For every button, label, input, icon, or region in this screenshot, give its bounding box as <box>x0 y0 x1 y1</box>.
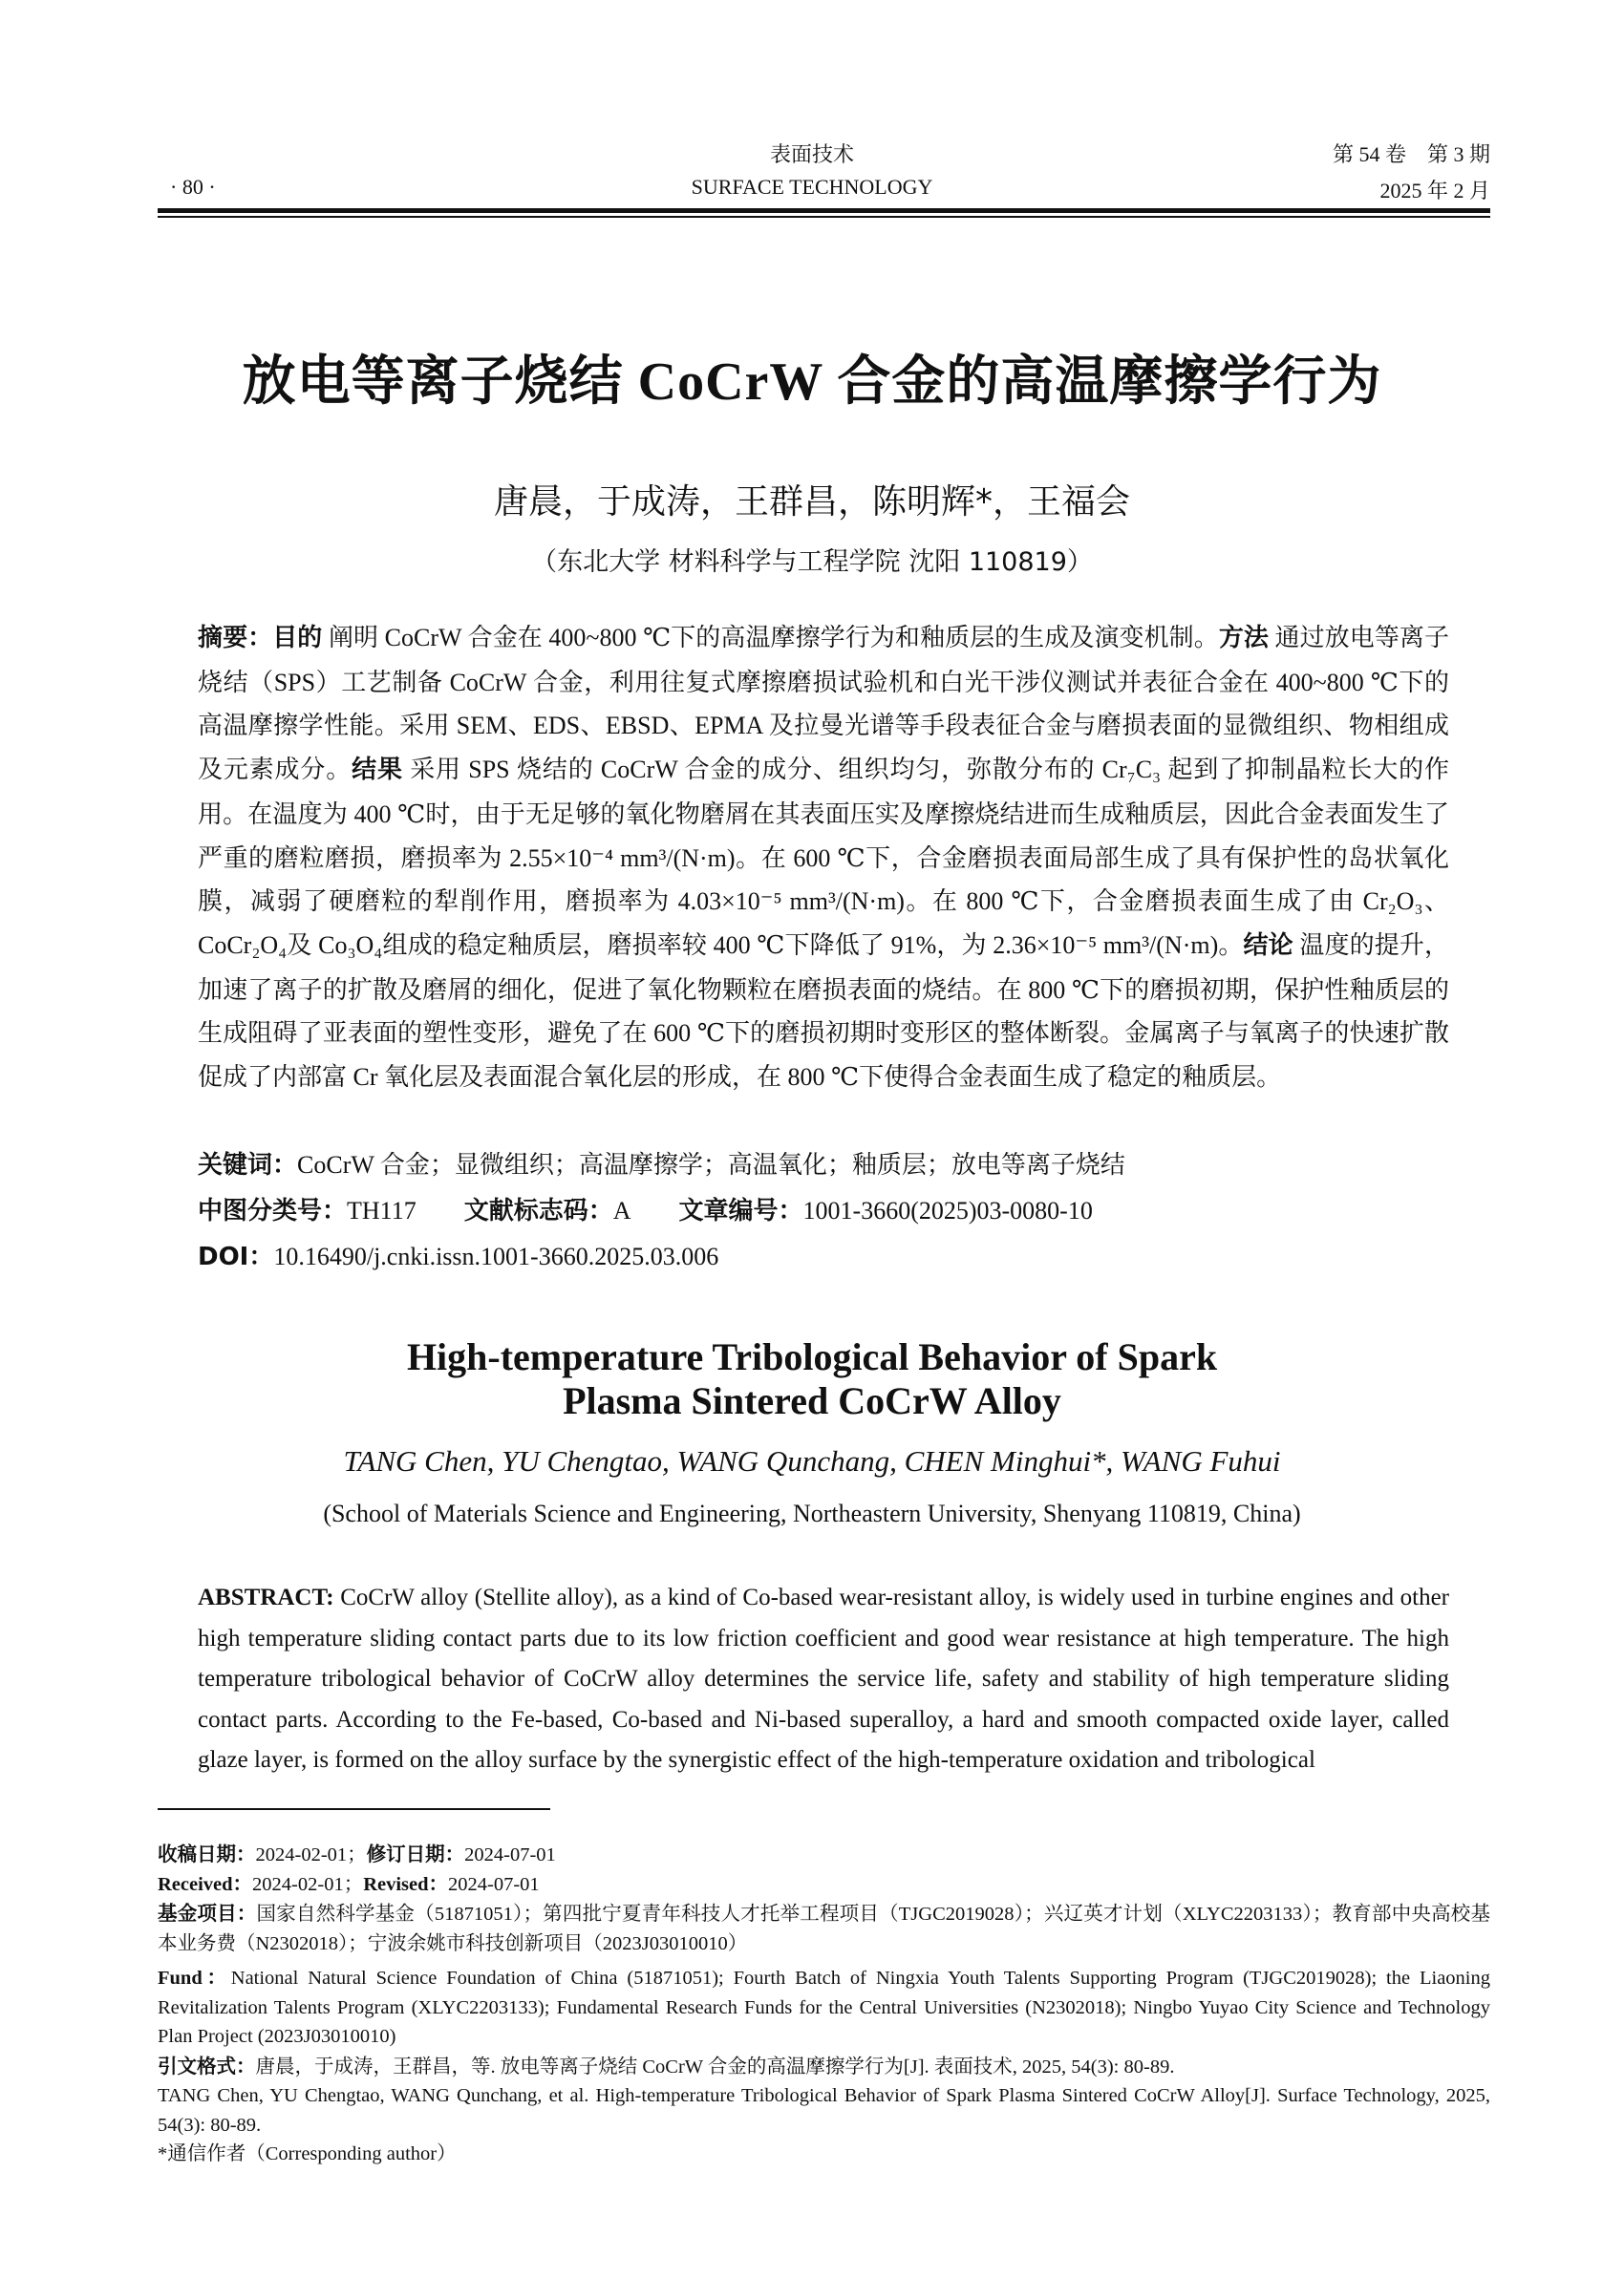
authors-cn: 唐晨，于成涛，王群昌，陈明辉*，王福会 <box>493 482 1130 522</box>
fund-en-text: National Natural Science Foundation of China (51871051); Fourth Batch of Ningxia Youth Talents Supporting Program (TJGC2019028); the Liaoning Revitalization Talents Program (XLYC2203133); Fundamental Research Funds for the Central Universities (N2302018); Ningbo Yuyao City Science and Technology Plan Project (2023J03010010) <box>158 1968 1490 2047</box>
revised-cn: 2024-07-01 <box>464 1844 556 1865</box>
citation-cn-text: 唐晨，于成涛，王群昌，等. 放电等离子烧结 CoCrW 合金的高温摩擦学行为[J]. 表面技术, 2025, 54(3): 80-89. <box>255 2056 1175 2078</box>
received-en-label: Received： <box>158 1873 253 1895</box>
fund-en <box>158 1964 1490 2052</box>
conclusion-label: 结论 <box>1243 930 1293 960</box>
abstract-label: 摘要： <box>198 624 273 652</box>
received-en: 2024-02-01； <box>252 1873 364 1895</box>
fund-cn-label: 基金项目： <box>158 1902 257 1925</box>
citation-cn <box>158 2052 1490 2082</box>
abstract-en-text: CoCrW alloy (Stellite alloy), as a kind of Co-based wear-resistant alloy, is widely used in turbine engines and other high temperature sliding contact parts due to its low friction coefficient and good wear resistance at high temperature. The high temperature tribological behavior of CoCrW alloy determines the service life, safety and stability of high temperature sliding contact parts. According to the Fe-based, Co-based and Ni-based superalloy, a hard and smooth compacted oxide layer, called glaze layer, is formed on the alloy surface by the synergistic effect of the high-temperature oxidation and tribological <box>198 1585 1449 1773</box>
dates-cn <box>158 1840 1490 1870</box>
page-number: · 80 · <box>170 175 216 199</box>
revised-en: 2024-07-01 <box>448 1873 540 1895</box>
abstract-en-label: ABSTRACT: <box>198 1585 334 1610</box>
title-en-line2: Plasma Sintered CoCrW Alloy <box>563 1379 1061 1422</box>
affiliation-cn: （东北大学 材料科学与工程学院 沈阳 110819） <box>531 547 1093 577</box>
page-title-cn: 放电等离子烧结 CoCrW 合金的高温摩擦学行为 <box>242 352 1382 412</box>
fund-en-label: Fund： <box>158 1968 231 1989</box>
clc-value: TH117 <box>347 1197 417 1225</box>
title-en-line1: High-temperature Tribological Behavior of Spark <box>406 1335 1218 1378</box>
doi-label: DOI： <box>198 1243 274 1271</box>
revised-en-label: Revised： <box>363 1873 449 1895</box>
objective-text: 阐明 CoCrW 合金在 400~800 ℃下的高温摩擦学行为和釉质层的生成及演变机制。 <box>322 624 1219 651</box>
article-no-label: 文章编号： <box>678 1197 803 1225</box>
journal-name-en: SURFACE TECHNOLOGY <box>691 175 933 199</box>
keywords-label: 关键词： <box>198 1151 298 1180</box>
footnote-rule <box>158 1808 550 1810</box>
abstract-en <box>198 1578 1449 1779</box>
clc-label: 中图分类号： <box>198 1197 348 1225</box>
affiliation-en: (School of Materials Science and Engineering, Northeastern University, Shenyang 110819, China) <box>323 1500 1301 1527</box>
fund-cn <box>158 1899 1490 1958</box>
methods-label: 方法 <box>1218 624 1269 652</box>
volume-issue: 第 54 卷 第 3 期 <box>1332 142 1490 166</box>
footnotes <box>158 1840 1490 2169</box>
revised-cn-label: 修订日期： <box>366 1843 465 1865</box>
dates-en <box>158 1870 1490 1900</box>
header-rule-thick <box>158 208 1490 213</box>
doc-code-value: A <box>612 1197 631 1225</box>
doc-code-label: 文献标志码： <box>463 1197 613 1225</box>
authors-en: TANG Chen, YU Chengtao, WANG Qunchang, CHEN Minghui*, WANG Fuhui <box>343 1444 1281 1478</box>
fund-cn-text: 国家自然科学基金（51871051）；第四批宁夏青年科技人才托举工程项目（TJGC2019028）；兴辽英才计划（XLYC2203133）；教育部中央高校基本业务费（N2302018）；宁波余姚市科技创新项目（2023J03010010） <box>158 1904 1491 1954</box>
journal-name-cn: 表面技术 <box>769 142 854 166</box>
methods-text: 通过放电等离子烧结（SPS）工艺制备 CoCrW 合金，利用往复式摩擦磨损试验机和白光干涉仪测试并表征合金在 400~800 ℃下的高温摩擦学性能。采用 SEM、EDS、EBSD、EPMA 及拉曼光谱等手段表征合金与磨损表面的显微组织、物相组成及元素成分。 <box>198 624 1449 784</box>
abstract-cn <box>198 616 1449 1099</box>
doi-line <box>198 1234 1449 1280</box>
citation-cn-label: 引文格式： <box>158 2054 256 2078</box>
issue-date: 2025 年 2 月 <box>1379 179 1490 202</box>
header-rule-thin <box>158 216 1490 218</box>
citation-en: TANG Chen, YU Chengtao, WANG Qunchang, et al. High-temperature Tribological Behavior of Spark Plasma Sintered CoCrW Alloy[J]. Surface Technology, 2025, 54(3): 80-89. <box>158 2085 1490 2136</box>
page-title-en <box>0 1335 1624 1423</box>
objective-label: 目的 <box>272 624 323 652</box>
received-cn: 2024-02-01； <box>255 1844 367 1865</box>
conclusion-text: 温度的提升，加速了离子的扩散及磨屑的细化，促进了氧化物颗粒在磨损表面的烧结。在 800 ℃下的磨损初期，保护性釉质层的生成阻碍了亚表面的塑性变形，避免了在 600 ℃下的磨损初期时变形区的整体断裂。金属离子与氧离子的快速扩散促成了内部富 Cr 氧化层及表面混合氧化层的形成，在 800 ℃下使得合金表面生成了稳定的釉质层。 <box>198 930 1449 1092</box>
received-cn-label: 收稿日期： <box>158 1843 256 1865</box>
classification-line <box>198 1188 1449 1234</box>
keywords <box>198 1142 1449 1188</box>
corresponding-author-note: *通信作者（Corresponding author） <box>158 2143 457 2164</box>
results-label: 结果 <box>352 756 403 785</box>
article-no-value: 1001-3660(2025)03-0080-10 <box>802 1197 1093 1225</box>
doi-value[interactable]: 10.16490/j.cnki.issn.1001-3660.2025.03.006 <box>273 1243 719 1270</box>
keywords-value: CoCrW 合金；显微组织；高温摩擦学；高温氧化；釉质层；放电等离子烧结 <box>297 1151 1125 1179</box>
results-text: 采用 SPS 烧结的 CoCrW 合金的成分、组织均匀，弥散分布的 Cr₇C₃ 起到了抑制晶粒长大的作用。在温度为 400 ℃时，由于无足够的氧化物磨屑在其表面压实及摩擦烧结进而生成釉质层，因此合金表面发生了严重的磨粒磨损，磨损率为 2.55×10⁻⁴ mm³/(N·m)。在 600 ℃下，合金磨损表面局部生成了具有保护性的岛状氧化膜，减弱了硬磨粒的犁削作用，磨损率为 4.03×10⁻⁵ mm³/(N·m)。在 800 ℃下，合金磨损表面生成了由 Cr₂O₃、CoCr₂O₄及 Co₃O₄组成的稳定釉质层，磨损率较 400 ℃下降低了 91%，为 2.36×10⁻⁵ mm³/(N·m)。 <box>198 756 1449 959</box>
